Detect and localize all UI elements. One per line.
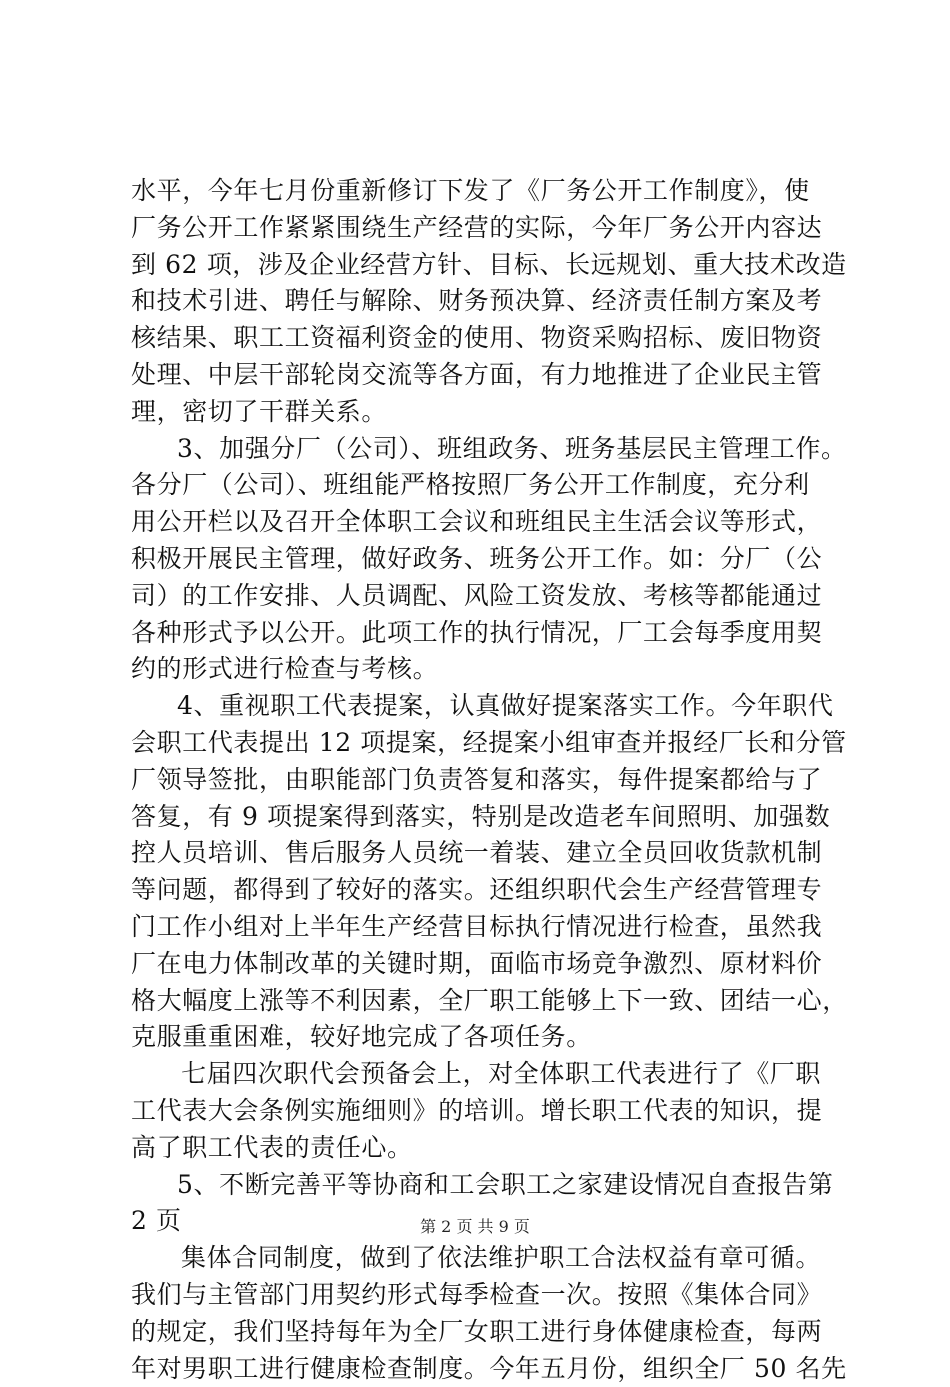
text-line: 的规定，我们坚持每年为全厂女职工进行身体健康检查，每两 (131, 1314, 831, 1351)
text-line: 等问题，都得到了较好的落实。还组织职代会生产经营管理专 (131, 872, 831, 909)
page-footer (0, 1216, 950, 1238)
text-line: 答复，有 9 项提案得到落实，特别是改造老车间照明、加强数 (131, 799, 831, 836)
text-line: 2 页 (131, 1203, 831, 1240)
text-line: 和技术引进、聘任与解除、财务预决算、经济责任制方案及考 (131, 283, 831, 320)
text-line: 工代表大会条例实施细则》的培训。增长职工代表的知识，提 (131, 1093, 831, 1130)
text-line: 我们与主管部门用契约形式每季检查一次。按照《集体合同》 (131, 1277, 831, 1314)
text-line: 克服重重困难，较好地完成了各项任务。 (131, 1019, 831, 1056)
text-line: 格大幅度上涨等不利因素，全厂职工能够上下一致、团结一心， (131, 983, 831, 1020)
text-line: 用公开栏以及召开全体职工会议和班组民主生活会议等形式， (131, 504, 831, 541)
page-number: 第 2 页 共 9 页 (420, 1217, 530, 1236)
text-line: 约的形式进行检查与考核。 (131, 651, 831, 688)
text-line: 各种形式予以公开。此项工作的执行情况，厂工会每季度用契 (131, 615, 831, 652)
text-line: 到 62 项，涉及企业经营方针、目标、长远规划、重大技术改造 (131, 247, 831, 284)
text-line: 门工作小组对上半年生产经营目标执行情况进行检查，虽然我 (131, 909, 831, 946)
text-line: 积极开展民主管理，做好政务、班务公开工作。如：分厂（公 (131, 541, 831, 578)
text-line: 会职工代表提出 12 项提案，经提案小组审查并报经厂长和分管 (131, 725, 831, 762)
text-line: 理，密切了干群关系。 (131, 394, 831, 431)
text-line: 各分厂（公司）、班组能严格按照厂务公开工作制度，充分利 (131, 467, 831, 504)
text-line: 5、不断完善平等协商和工会职工之家建设情况自查报告第 (131, 1167, 831, 1204)
text-line: 七届四次职代会预备会上，对全体职工代表进行了《厂职 (131, 1056, 831, 1093)
text-line: 水平，今年七月份重新修订下发了《厂务公开工作制度》，使 (131, 173, 831, 210)
text-line: 4、重视职工代表提案，认真做好提案落实工作。今年职代 (131, 688, 831, 725)
text-line: 厂领导签批，由职能部门负责答复和落实，每件提案都给与了 (131, 762, 831, 799)
text-line: 集体合同制度，做到了依法维护职工合法权益有章可循。 (131, 1240, 831, 1277)
text-line: 处理、中层干部轮岗交流等各方面，有力地推进了企业民主管 (131, 357, 831, 394)
text-line: 3、加强分厂（公司）、班组政务、班务基层民主管理工作。 (131, 431, 831, 468)
text-line: 高了职工代表的责任心。 (131, 1130, 831, 1167)
text-line: 司）的工作安排、人员调配、风险工资发放、考核等都能通过 (131, 578, 831, 615)
text-line: 年对男职工进行健康检查制度。今年五月份，组织全厂 50 名先 (131, 1351, 831, 1387)
text-line: 控人员培训、售后服务人员统一着装、建立全员回收货款机制 (131, 835, 831, 872)
text-line: 核结果、职工工资福利资金的使用、物资采购招标、废旧物资 (131, 320, 831, 357)
document-body (131, 173, 831, 1387)
text-line: 厂务公开工作紧紧围绕生产经营的实际，今年厂务公开内容达 (131, 210, 831, 247)
text-line: 厂在电力体制改革的关键时期，面临市场竞争激烈、原材料价 (131, 946, 831, 983)
